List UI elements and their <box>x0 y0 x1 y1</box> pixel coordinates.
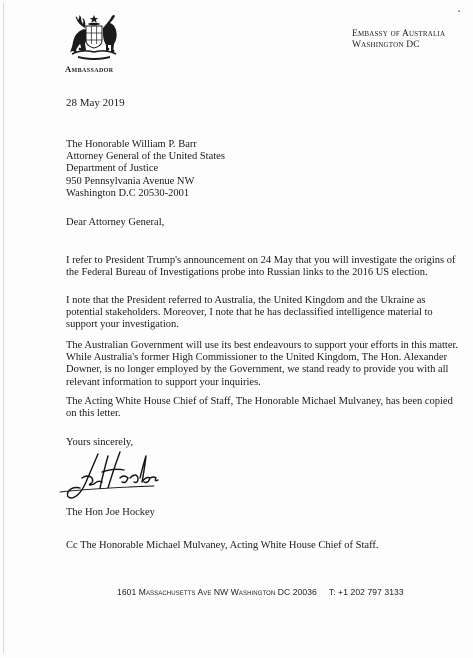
scan-speck <box>458 10 460 12</box>
closing: Yours sincerely, <box>66 437 134 448</box>
recipient-line: The Honorable William P. Barr <box>66 139 197 150</box>
letterhead-footer <box>117 587 404 597</box>
body-paragraph: I note that the President referred to Australia, the United Kingdom and the Ukraine as potential stakeholders. Moreover, I note that he has declassified intelligence material to support your investigation. <box>66 295 433 331</box>
salutation: Dear Attorney General, <box>66 217 165 228</box>
body-paragraph: I refer to President Trump's announcement on 24 May that you will investigate the origins of the Federal Bureau of Investigations probe into Russian links to the 2016 US election. <box>66 255 456 279</box>
embassy-city: Washington DC <box>352 40 420 50</box>
recipient-line: Attorney General of the United States <box>66 151 225 163</box>
coat-of-arms-icon <box>66 14 122 60</box>
recipient-address <box>66 139 225 200</box>
embassy-heading <box>352 29 445 51</box>
embassy-name: Embassy of Australia <box>352 29 446 39</box>
signatory-name: The Hon Joe Hockey <box>66 507 155 518</box>
carbon-copy-line: Cc The Honorable Michael Mulvaney, Acting White House Chief of Staff. <box>66 540 379 551</box>
recipient-line: 950 Pennsylvania Avenue NW <box>66 175 195 187</box>
letter-date: 28 May 2019 <box>66 97 125 109</box>
ambassador-title: Ambassador <box>65 64 114 74</box>
handwritten-signature <box>58 448 163 506</box>
footer-address: 1601 Massachusetts Ave NW Washington DC 20036 <box>117 587 317 597</box>
footer-phone: T: +1 202 797 3133 <box>328 587 404 597</box>
body-paragraph: The Australian Government will use its best endeavours to support your efforts in this matter. While Australia's former High Commissioner to the United Kingdom, The Hon. Alexander Downer, is no longer employed by the Government, we stand ready to provide you with all relevant information to support your inquiries. <box>66 340 459 388</box>
recipient-line: Department of Justice <box>66 163 159 175</box>
recipient-line: Washington D.C 20530-2001 <box>66 187 190 199</box>
body-paragraph: The Acting White House Chief of Staff, The Honorable Michael Mulvaney, has been copied on this letter. <box>66 396 453 420</box>
